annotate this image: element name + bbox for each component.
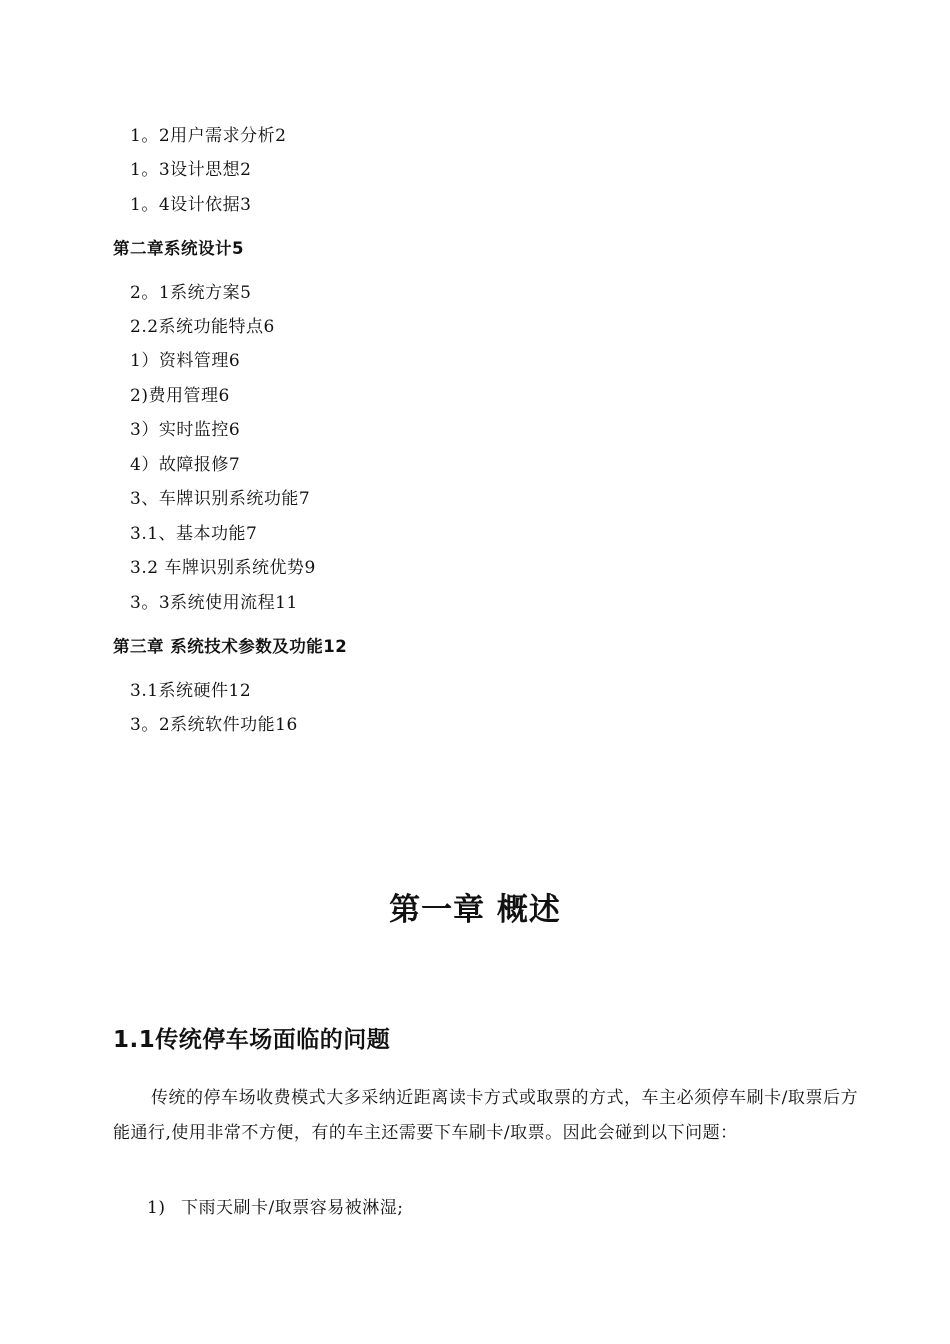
list-item [147,1196,403,1220]
chapter-title: 第一章 概述 [389,892,561,928]
list-item-text: 下雨天刷卡/取票容易被淋湿; [181,1198,404,1218]
toc-chapter-entry[interactable]: 第二章系统设计5 [113,239,244,258]
toc-entry[interactable]: 3.1、基本功能7 [130,524,258,544]
toc-entry[interactable]: 2。1系统方案5 [130,283,252,303]
toc-entry[interactable]: 3、车牌识别系统功能7 [130,489,311,509]
toc-entry[interactable]: 1）资料管理6 [130,351,241,371]
toc-entry[interactable]: 1。3设计思想2 [130,160,252,180]
toc-entry[interactable]: 4）故障报修7 [130,455,241,475]
section-title: 1.1传统停车场面临的问题 [113,1027,391,1053]
toc-entry[interactable]: 3.2 车牌识别系统优势9 [130,558,316,578]
toc-entry[interactable]: 3。3系统使用流程11 [130,593,298,613]
toc-chapter-entry[interactable]: 第三章 系统技术参数及功能12 [113,637,348,656]
toc-entry[interactable]: 2.2系统功能特点6 [130,317,275,337]
toc-entry[interactable]: 1。4设计依据3 [130,195,252,215]
body-paragraph: 传统的停车场收费模式大多采纳近距离读卡方式或取票的方式，车主必须停车刷卡/取票后方能通行,使用非常不方便，有的车主还需要下车刷卡/取票。因此会碰到以下问题： [113,1088,858,1143]
toc-entry[interactable]: 2)费用管理6 [130,386,230,406]
toc-entry[interactable]: 3.1系统硬件12 [130,681,252,701]
list-marker: 1) [147,1198,166,1218]
toc-entry[interactable]: 3）实时监控6 [130,420,241,440]
toc-entry[interactable]: 3。2系统软件功能16 [130,715,298,735]
toc-entry[interactable]: 1。2用户需求分析2 [130,126,287,146]
